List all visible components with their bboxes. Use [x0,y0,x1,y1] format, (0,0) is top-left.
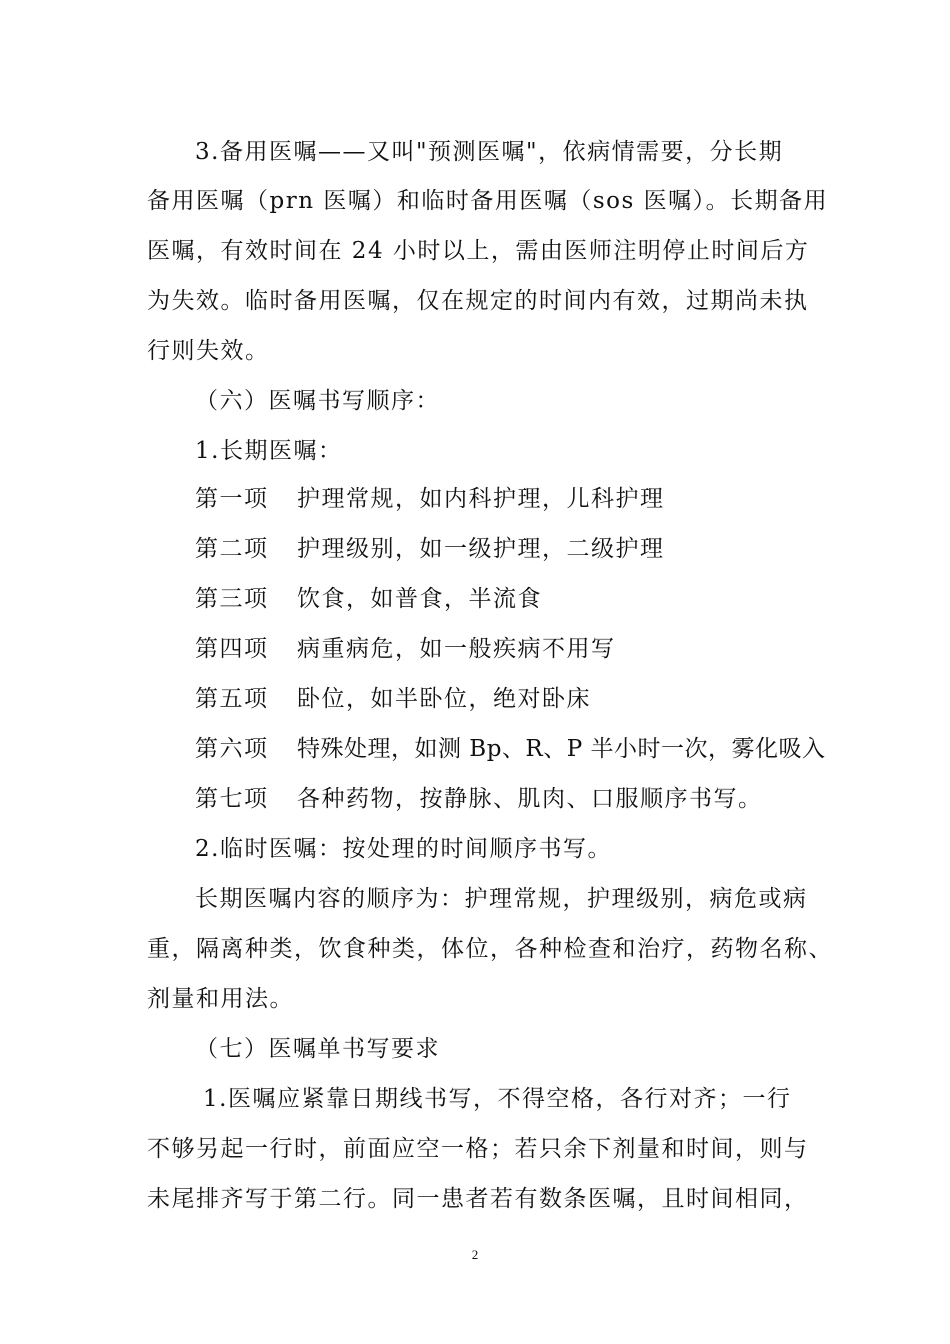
paragraph-line: 长期医嘱内容的顺序为：护理常规，护理级别，病危或病 [195,886,808,912]
section-heading: （七）医嘱单书写要求 [195,1036,440,1062]
paragraph-line: 1.医嘱应紧靠日期线书写，不得空格，各行对齐；一行 [203,1086,792,1112]
paragraph-line: 未尾排齐写于第二行。同一患者若有数条医嘱，且时间相同， [147,1186,809,1212]
paragraph-line: 3.备用医嘱——又叫"预测医嘱"，依病情需要，分长期 [195,139,784,165]
list-item [195,484,665,514]
item-number: 第七项 [195,786,269,812]
list-item [195,634,616,664]
paragraph-line: 剂量和用法。 [147,986,294,1012]
list-item [195,684,591,714]
list-item [195,734,826,764]
item-number: 第一项 [195,486,269,512]
paragraph-line: 为失效。临时备用医嘱，仅在规定的时间内有效，过期尚未执 [147,288,809,314]
paragraph-line: 行则失效。 [147,338,270,364]
item-text: 特殊处理，如测 Bp、R、P 半小时一次，雾化吸入 [297,736,826,762]
item-text: 病重病危，如一般疾病不用写 [297,636,616,662]
item-number: 第六项 [195,736,269,762]
item-text-pre: 各种药物，按 [297,786,444,812]
page-number: 2 [471,1247,479,1262]
item-text: 卧位，如半卧位，绝对卧床 [297,686,591,712]
item-text: 饮食，如普食，半流食 [297,586,542,612]
item-text: 护理级别，如一级护理，二级护理 [297,536,665,562]
subsection-title: 2.临时医嘱：按处理的时间顺序书写。 [195,836,612,862]
paragraph-line: 不够另起一行时，前面应空一格；若只余下剂量和时间，则与 [147,1136,809,1162]
item-text-bold: 静脉、肌肉、口服顺序 [444,786,689,812]
list-item [195,534,665,564]
item-number: 第二项 [195,536,269,562]
item-number: 第五项 [195,686,269,712]
item-text-post: 书写。 [689,786,763,812]
paragraph-line: 重，隔离种类，饮食种类，体位，各种检查和治疗，药物名称、 [147,936,833,962]
paragraph-line: 备用医嘱（prn 医嘱）和临时备用医嘱（sos 医嘱）。长期备用 [147,188,829,214]
list-item [195,584,542,614]
list-item [195,784,763,814]
item-text: 护理常规，如内科护理，儿科护理 [297,486,665,512]
item-number: 第四项 [195,636,269,662]
item-number: 第三项 [195,586,269,612]
paragraph-line: 医嘱，有效时间在 24 小时以上，需由医师注明停止时间后方 [147,238,810,264]
section-heading: （六）医嘱书写顺序： [195,388,440,414]
subsection-title: 1.长期医嘱： [195,438,343,464]
